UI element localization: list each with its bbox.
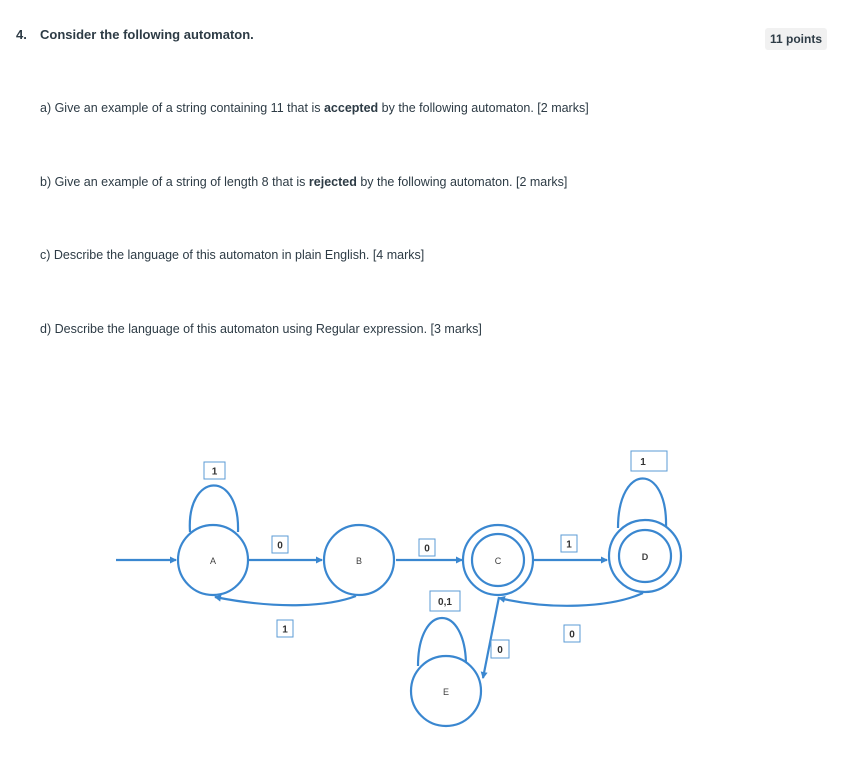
label-a-to-b (272, 536, 288, 553)
part-a-bold: accepted (323, 101, 379, 115)
state-b-label: B (355, 556, 363, 566)
part-b-pre: b) Give an example of a string of length 8 that is (40, 175, 309, 189)
label-b-to-c (419, 539, 435, 556)
label-loop-d (631, 451, 667, 471)
question-title: Consider the following automaton. (40, 27, 254, 42)
part-a-pre: a) Give an example of a string containing 11 that is (40, 101, 324, 115)
part-d: d) Describe the language of this automaton using Regular expression. [3 marks] (40, 322, 482, 336)
label-d-to-c-text: 0 (569, 629, 575, 641)
part-b-post: by the following automaton. [2 marks] (356, 175, 568, 189)
state-b (324, 525, 394, 595)
label-d-to-c (564, 625, 580, 642)
points-badge: 11 points (765, 28, 827, 50)
label-b-to-c-text: 0 (424, 543, 430, 555)
state-c (463, 525, 533, 595)
label-loop-e (430, 591, 460, 611)
state-e-label: E (442, 687, 450, 697)
label-c-to-d (561, 535, 577, 552)
state-d (609, 520, 681, 592)
state-e (411, 656, 481, 726)
state-a (178, 525, 248, 595)
label-c-to-e-text: 0 (497, 645, 503, 656)
part-a-post: by the following automaton. [2 marks] (378, 101, 589, 115)
label-a-to-b-text: 0 (277, 540, 283, 552)
label-loop-a (204, 462, 225, 479)
part-b-bold: rejected (308, 175, 357, 189)
state-c-label: C (494, 556, 502, 566)
label-c-to-d-text: 1 (566, 539, 572, 551)
question-number: 4. (16, 27, 27, 42)
label-b-to-a-text: 1 (282, 624, 288, 636)
state-a-label: A (209, 556, 217, 566)
label-loop-d-text: 1 (640, 457, 646, 468)
edge-c-to-e (483, 597, 499, 678)
label-loop-e-text: 0,1 (438, 597, 452, 608)
label-b-to-a (277, 620, 293, 637)
state-d-label: D (641, 552, 649, 562)
label-loop-a-text: 1 (211, 466, 218, 478)
label-c-to-e (491, 640, 509, 658)
part-c: c) Describe the language of this automaton in plain English. [4 marks] (40, 248, 425, 262)
edge-b-to-a (215, 596, 356, 605)
edge-d-to-c (499, 593, 643, 606)
